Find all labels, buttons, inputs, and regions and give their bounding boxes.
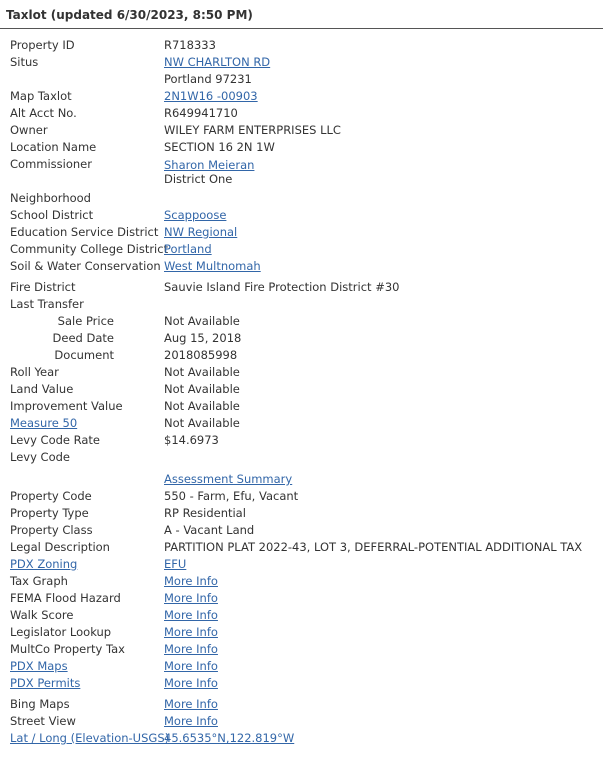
label-ccd: Community College District xyxy=(10,242,169,256)
situs-link[interactable]: NW CHARLTON RD xyxy=(164,55,271,69)
label-tax-graph: Tax Graph xyxy=(10,574,68,588)
row-neighborhood xyxy=(0,190,603,207)
row-legislator xyxy=(0,624,603,641)
label-situs: Situs xyxy=(10,55,39,69)
label-last-transfer: Last Transfer xyxy=(10,297,84,311)
value-esd xyxy=(164,224,237,241)
value-property-type: RP Residential xyxy=(164,506,246,520)
label-land-value: Land Value xyxy=(10,382,74,396)
row-tax-graph xyxy=(0,573,603,590)
value-document: 2018085998 xyxy=(164,348,238,362)
label-deed-date: Deed Date xyxy=(52,331,114,345)
label-street-view: Street View xyxy=(10,714,76,728)
value-sale-price: Not Available xyxy=(164,314,240,328)
row-assessment-summary xyxy=(0,471,603,488)
label-legislator: Legislator Lookup xyxy=(10,625,112,639)
map-taxlot-link[interactable]: 2N1W16 -00903 xyxy=(164,89,258,103)
value-legislator xyxy=(164,624,218,641)
row-property-class xyxy=(0,522,603,539)
row-multco-tax xyxy=(0,641,603,658)
row-location-name xyxy=(0,139,603,156)
row-bing-maps xyxy=(0,696,603,713)
lat-long-link[interactable]: 45.6535°N,122.819°W xyxy=(164,731,295,745)
pdx-maps-link[interactable]: More Info xyxy=(164,659,218,673)
value-lat-long xyxy=(164,730,294,747)
label-property-type: Property Type xyxy=(10,506,89,520)
value-pdx-maps xyxy=(164,658,218,675)
row-deed-date xyxy=(0,330,603,347)
label-swc: Soil & Water Conservation xyxy=(10,259,161,273)
value-fema xyxy=(164,590,218,607)
taxlot-details xyxy=(0,29,603,747)
legislator-link[interactable]: More Info xyxy=(164,625,218,639)
label-esd: Education Service District xyxy=(10,225,159,239)
label-empty xyxy=(0,471,164,488)
walk-score-link[interactable]: More Info xyxy=(164,608,218,622)
value-legal-description: PARTITION PLAT 2022-43, LOT 3, DEFERRAL-POTENTIAL ADDITIONAL TAX xyxy=(164,540,583,554)
row-levy-code-rate xyxy=(0,432,603,449)
pdx-maps-label-link[interactable]: PDX Maps xyxy=(10,659,68,673)
row-land-value xyxy=(0,381,603,398)
label-commissioner: Commissioner xyxy=(10,157,92,171)
ccd-link[interactable]: Portland xyxy=(164,242,212,256)
row-legal-description xyxy=(0,539,603,556)
assessment-summary-link[interactable]: Assessment Summary xyxy=(164,472,293,486)
value-pdx-zoning xyxy=(164,556,186,573)
row-situs-city xyxy=(0,71,603,88)
pdx-permits-label-link[interactable]: PDX Permits xyxy=(10,676,81,690)
value-deed-date: Aug 15, 2018 xyxy=(164,331,242,345)
label-pdx-maps xyxy=(0,658,164,675)
value-walk-score xyxy=(164,607,218,624)
row-pdx-maps xyxy=(0,658,603,675)
value-location-name: SECTION 16 2N 1W xyxy=(164,140,275,154)
label-document: Document xyxy=(54,348,114,362)
value-map-taxlot xyxy=(164,88,258,105)
row-street-view xyxy=(0,713,603,730)
row-fema xyxy=(0,590,603,607)
row-commissioner xyxy=(0,156,603,186)
label-pdx-zoning xyxy=(0,556,164,573)
multco-tax-link[interactable]: More Info xyxy=(164,642,218,656)
value-situs-link xyxy=(164,54,270,71)
row-sale-price xyxy=(0,313,603,330)
row-improvement-value xyxy=(0,398,603,415)
row-walk-score xyxy=(0,607,603,624)
value-property-code: 550 - Farm, Efu, Vacant xyxy=(164,489,299,503)
label-map-taxlot: Map Taxlot xyxy=(10,89,72,103)
value-bing-maps xyxy=(164,696,218,713)
label-fema: FEMA Flood Hazard xyxy=(10,591,121,605)
row-property-id xyxy=(0,37,603,54)
efu-link[interactable]: EFU xyxy=(164,557,187,571)
label-alt-acct: Alt Acct No. xyxy=(10,106,77,120)
tax-graph-link[interactable]: More Info xyxy=(164,574,218,588)
measure-50-link[interactable]: Measure 50 xyxy=(10,416,78,430)
value-owner: WILEY FARM ENTERPRISES LLC xyxy=(164,123,341,137)
label-empty xyxy=(0,71,164,88)
label-levy-code-rate: Levy Code Rate xyxy=(10,433,101,447)
school-district-link[interactable]: Scappoose xyxy=(164,208,227,222)
value-levy-code-rate: $14.6973 xyxy=(164,433,219,447)
value-commissioner-district: District One xyxy=(164,172,233,186)
value-land-value: Not Available xyxy=(164,382,240,396)
bing-maps-link[interactable]: More Info xyxy=(164,697,218,711)
label-property-class: Property Class xyxy=(10,523,93,537)
street-view-link[interactable]: More Info xyxy=(164,714,218,728)
value-measure-50: Not Available xyxy=(164,416,240,430)
label-legal-description: Legal Description xyxy=(10,540,110,554)
row-levy-code xyxy=(0,449,603,466)
label-property-id: Property ID xyxy=(10,38,75,52)
pdx-permits-link[interactable]: More Info xyxy=(164,676,218,690)
label-lat-long xyxy=(0,730,170,747)
row-property-code xyxy=(0,488,603,505)
row-last-transfer xyxy=(0,296,603,313)
label-levy-code: Levy Code xyxy=(10,450,70,464)
commissioner-link[interactable]: Sharon Meieran xyxy=(164,158,255,172)
value-alt-acct: R649941710 xyxy=(164,106,238,120)
row-measure-50 xyxy=(0,415,603,432)
fema-link[interactable]: More Info xyxy=(164,591,218,605)
row-map-taxlot xyxy=(0,88,603,105)
row-fire-district xyxy=(0,279,603,296)
value-property-class: A - Vacant Land xyxy=(164,523,255,537)
label-walk-score: Walk Score xyxy=(10,608,74,622)
label-neighborhood: Neighborhood xyxy=(10,191,91,205)
row-school-district xyxy=(0,207,603,224)
value-swc xyxy=(164,258,261,275)
value-commissioner xyxy=(164,156,254,186)
row-lat-long xyxy=(0,730,603,747)
row-roll-year xyxy=(0,364,603,381)
row-pdx-permits xyxy=(0,675,603,692)
value-assessment-summary xyxy=(164,471,292,488)
label-sale-price: Sale Price xyxy=(57,314,114,328)
panel-title: Taxlot (updated 6/30/2023, 8:50 PM) xyxy=(0,0,603,29)
label-school-district: School District xyxy=(10,208,94,222)
label-measure-50 xyxy=(0,415,164,432)
label-owner: Owner xyxy=(10,123,48,137)
value-pdx-permits xyxy=(164,675,218,692)
value-property-id: R718333 xyxy=(164,38,216,52)
row-document xyxy=(0,347,603,364)
row-pdx-zoning xyxy=(0,556,603,573)
label-fire-district: Fire District xyxy=(10,280,76,294)
row-owner xyxy=(0,122,603,139)
label-property-code: Property Code xyxy=(10,489,92,503)
row-esd xyxy=(0,224,603,241)
lat-long-label-link[interactable]: Lat / Long (Elevation-USGS) xyxy=(10,731,170,745)
label-pdx-permits xyxy=(0,675,164,692)
value-situs-city: Portland 97231 xyxy=(164,72,252,86)
row-swc xyxy=(0,258,603,275)
value-street-view xyxy=(164,713,218,730)
value-ccd xyxy=(164,241,212,258)
label-location-name: Location Name xyxy=(10,140,97,154)
value-multco-tax xyxy=(164,641,218,658)
label-roll-year: Roll Year xyxy=(10,365,59,379)
pdx-zoning-link[interactable]: PDX Zoning xyxy=(10,557,78,571)
row-situs xyxy=(0,54,603,71)
label-improvement-value: Improvement Value xyxy=(10,399,123,413)
esd-link[interactable]: NW Regional xyxy=(164,225,238,239)
value-improvement-value: Not Available xyxy=(164,399,240,413)
label-multco-tax: MultCo Property Tax xyxy=(10,642,125,656)
value-fire-district: Sauvie Island Fire Protection District #30 xyxy=(164,280,400,294)
label-bing-maps: Bing Maps xyxy=(10,697,70,711)
value-tax-graph xyxy=(164,573,218,590)
value-roll-year: Not Available xyxy=(164,365,240,379)
row-ccd xyxy=(0,241,603,258)
row-property-type xyxy=(0,505,603,522)
row-alt-acct xyxy=(0,105,603,122)
value-school-district xyxy=(164,207,226,224)
swc-link[interactable]: West Multnomah xyxy=(164,259,261,273)
